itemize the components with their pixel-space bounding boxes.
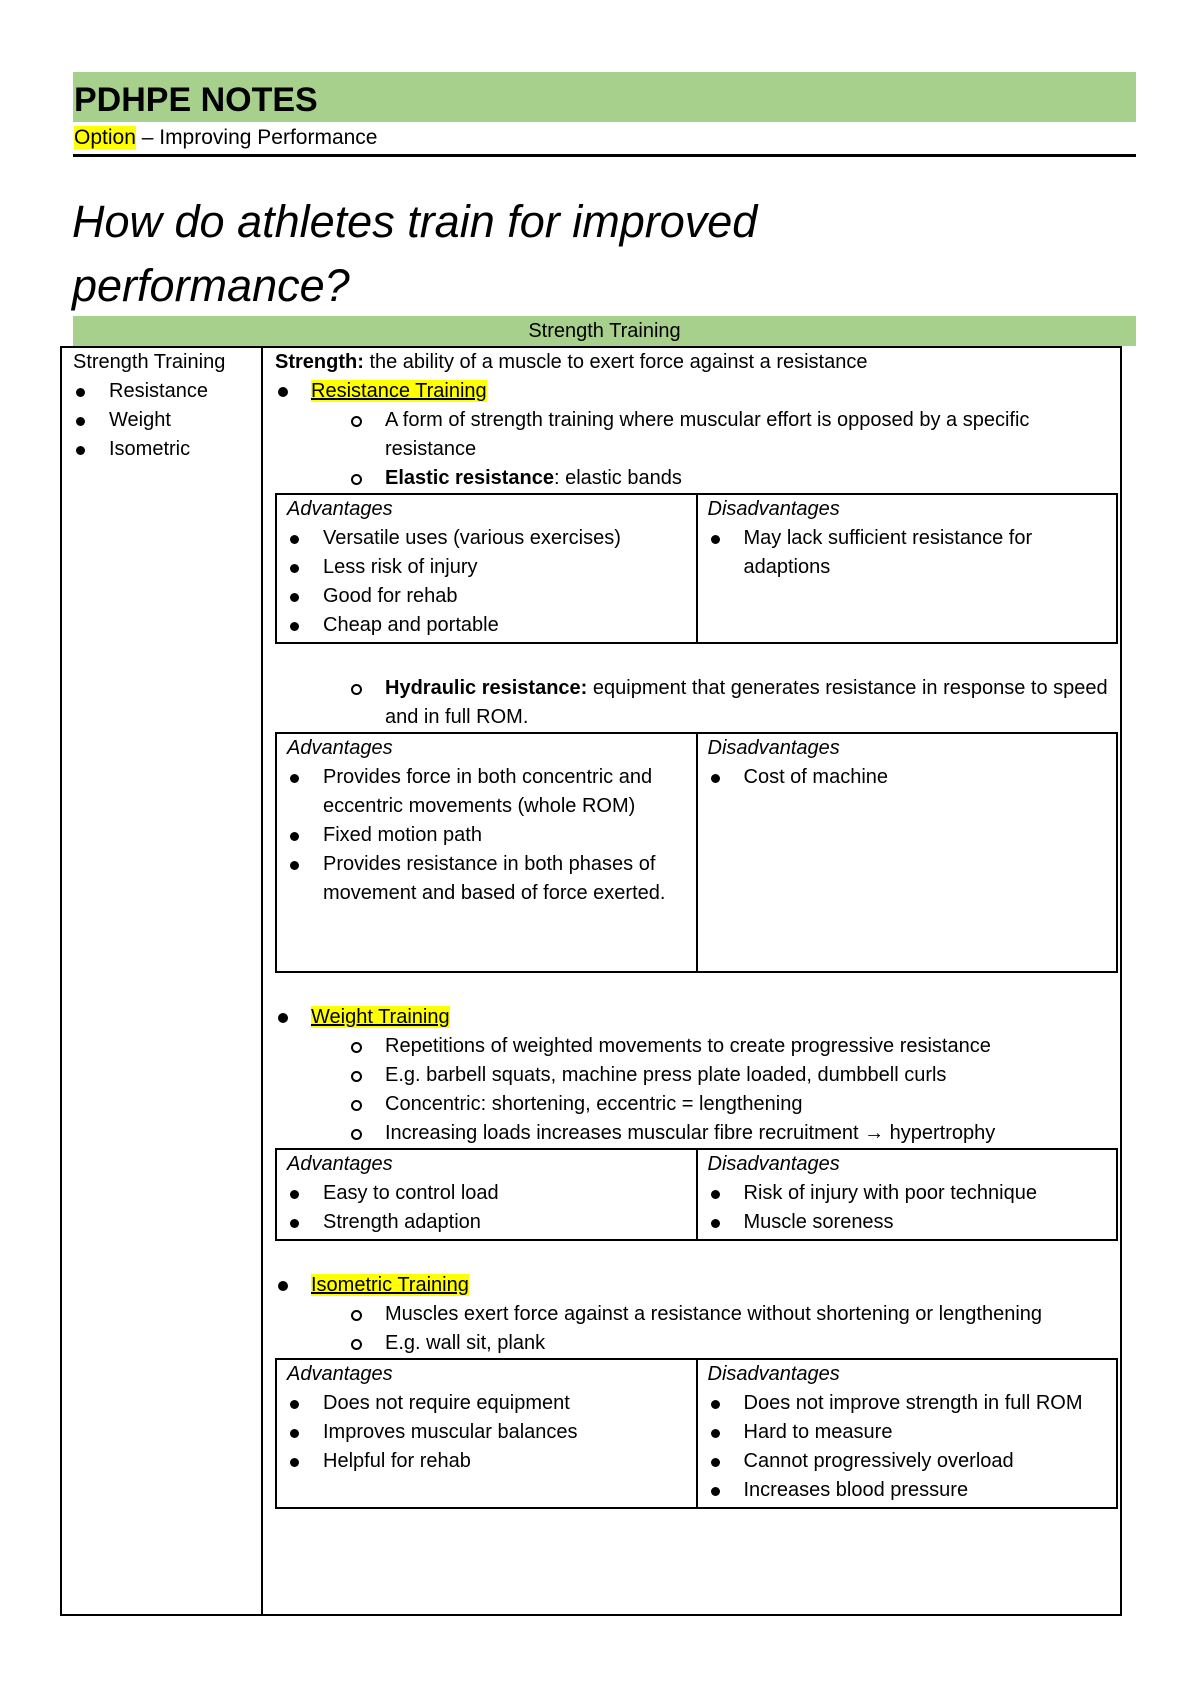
resistance-points (275, 406, 1120, 493)
list-item: Weight (73, 406, 259, 435)
advantages-label: Advantages (287, 1363, 393, 1385)
list-item: A form of strength training where muscular effort is opposed by a specific resistance (385, 406, 1120, 464)
isometric-heading-text: Isometric Training (311, 1274, 469, 1296)
left-column-list (73, 377, 259, 464)
weight-section (275, 1003, 1120, 1032)
advantages-label: Advantages (287, 1153, 393, 1175)
option-line (74, 125, 378, 151)
isometric-points (275, 1300, 1120, 1358)
list-item: E.g. barbell squats, machine press plate loaded, dumbbell curls (385, 1061, 1120, 1090)
list-item: Increases blood pressure (708, 1476, 1109, 1505)
list-item: Versatile uses (various exercises) (287, 524, 688, 553)
list-item: Muscles exert force against a resistance without shortening or lengthening (385, 1300, 1120, 1329)
option-value: Improving Performance (159, 126, 378, 149)
elastic-term: Elastic resistance (385, 467, 554, 489)
question-title: How do athletes train for improved performance? (72, 196, 758, 311)
option-label: Option (74, 126, 136, 149)
hydraulic-text: equipment that generates resistance in response to speed and in full ROM. (385, 677, 1108, 728)
disadvantages-cell (697, 1359, 1118, 1508)
advantages-list (287, 1179, 688, 1237)
hydraulic-term: Hydraulic resistance: (385, 677, 588, 699)
disadvantages-list (708, 1389, 1109, 1505)
list-item (385, 674, 1120, 732)
disadvantages-list (708, 1179, 1109, 1237)
definition-text: the ability of a muscle to exert force against a resistance (363, 351, 868, 373)
option-separator: – (135, 126, 160, 149)
list-item: Good for rehab (287, 582, 688, 611)
list-item: Isometric (73, 435, 259, 464)
advantages-list (287, 763, 688, 908)
list-item: Resistance (73, 377, 259, 406)
resistance-section (275, 377, 1120, 406)
list-item: Cost of machine (708, 763, 1109, 792)
left-column-title: Strength Training (73, 351, 226, 373)
hydraulic-points (275, 674, 1120, 732)
list-item: Does not improve strength in full ROM (708, 1389, 1109, 1418)
list-item: Cheap and portable (287, 611, 688, 640)
disadvantages-cell (697, 733, 1118, 972)
disadvantages-list (708, 524, 1109, 582)
list-item: Less risk of injury (287, 553, 688, 582)
weight-points (275, 1032, 1120, 1148)
hydraulic-pros-cons-table (275, 732, 1118, 973)
list-item: Provides force in both concentric and eccentric movements (whole ROM) (287, 763, 688, 821)
disadvantages-label: Disadvantages (707, 1363, 840, 1385)
resistance-heading (275, 377, 1120, 406)
isometric-section (275, 1271, 1120, 1300)
advantages-cell (276, 494, 697, 643)
spacer (275, 1241, 1120, 1271)
list-item: E.g. wall sit, plank (385, 1329, 1120, 1358)
list-item: Concentric: shortening, eccentric = lengthening (385, 1090, 1120, 1119)
disadvantages-label: Disadvantages (707, 1153, 840, 1175)
elastic-pros-cons-table (275, 493, 1118, 644)
advantages-label: Advantages (287, 737, 393, 759)
isometric-pros-cons-table (275, 1358, 1118, 1509)
spacer (275, 973, 1120, 1003)
list-item: Does not require equipment (287, 1389, 688, 1418)
list-item: Risk of injury with poor technique (708, 1179, 1109, 1208)
section-heading: Strength Training (73, 316, 1136, 346)
definition-term: Strength: (275, 351, 364, 373)
disadvantages-label: Disadvantages (707, 498, 840, 520)
list-item: Strength adaption (287, 1208, 688, 1237)
header-rule (73, 154, 1136, 157)
isometric-heading (275, 1271, 1120, 1300)
left-column (73, 348, 259, 464)
advantages-cell (276, 1359, 697, 1508)
list-item: Cannot progressively overload (708, 1447, 1109, 1476)
elastic-text: : elastic bands (554, 467, 682, 489)
list-item: Increasing loads increases muscular fibre recruitment → hypertrophy (385, 1119, 1120, 1148)
weight-heading (275, 1003, 1120, 1032)
list-item: May lack sufficient resistance for adaptions (708, 524, 1109, 582)
disadvantages-cell (697, 494, 1118, 643)
weight-pros-cons-table (275, 1148, 1118, 1241)
list-item: Muscle soreness (708, 1208, 1109, 1237)
advantages-label: Advantages (287, 498, 393, 520)
list-item (385, 464, 1120, 493)
disadvantages-label: Disadvantages (707, 737, 840, 759)
spacer (275, 644, 1120, 674)
document-title: PDHPE NOTES (74, 81, 318, 119)
list-item: Hard to measure (708, 1418, 1109, 1447)
resistance-heading-text: Resistance Training (311, 380, 487, 402)
disadvantages-list (708, 763, 1109, 792)
advantages-list (287, 1389, 688, 1476)
right-column (275, 348, 1120, 1509)
list-item: Helpful for rehab (287, 1447, 688, 1476)
list-item: Repetitions of weighted movements to create progressive resistance (385, 1032, 1120, 1061)
list-item: Provides resistance in both phases of movement and based of force exerted. (287, 850, 688, 908)
advantages-list (287, 524, 688, 640)
list-item: Improves muscular balances (287, 1418, 688, 1447)
advantages-cell (276, 1149, 697, 1240)
list-item: Fixed motion path (287, 821, 688, 850)
column-divider (261, 346, 263, 1616)
disadvantages-cell (697, 1149, 1118, 1240)
weight-heading-text: Weight Training (311, 1006, 450, 1028)
list-item: Easy to control load (287, 1179, 688, 1208)
advantages-cell (276, 733, 697, 972)
strength-definition (275, 348, 1120, 377)
